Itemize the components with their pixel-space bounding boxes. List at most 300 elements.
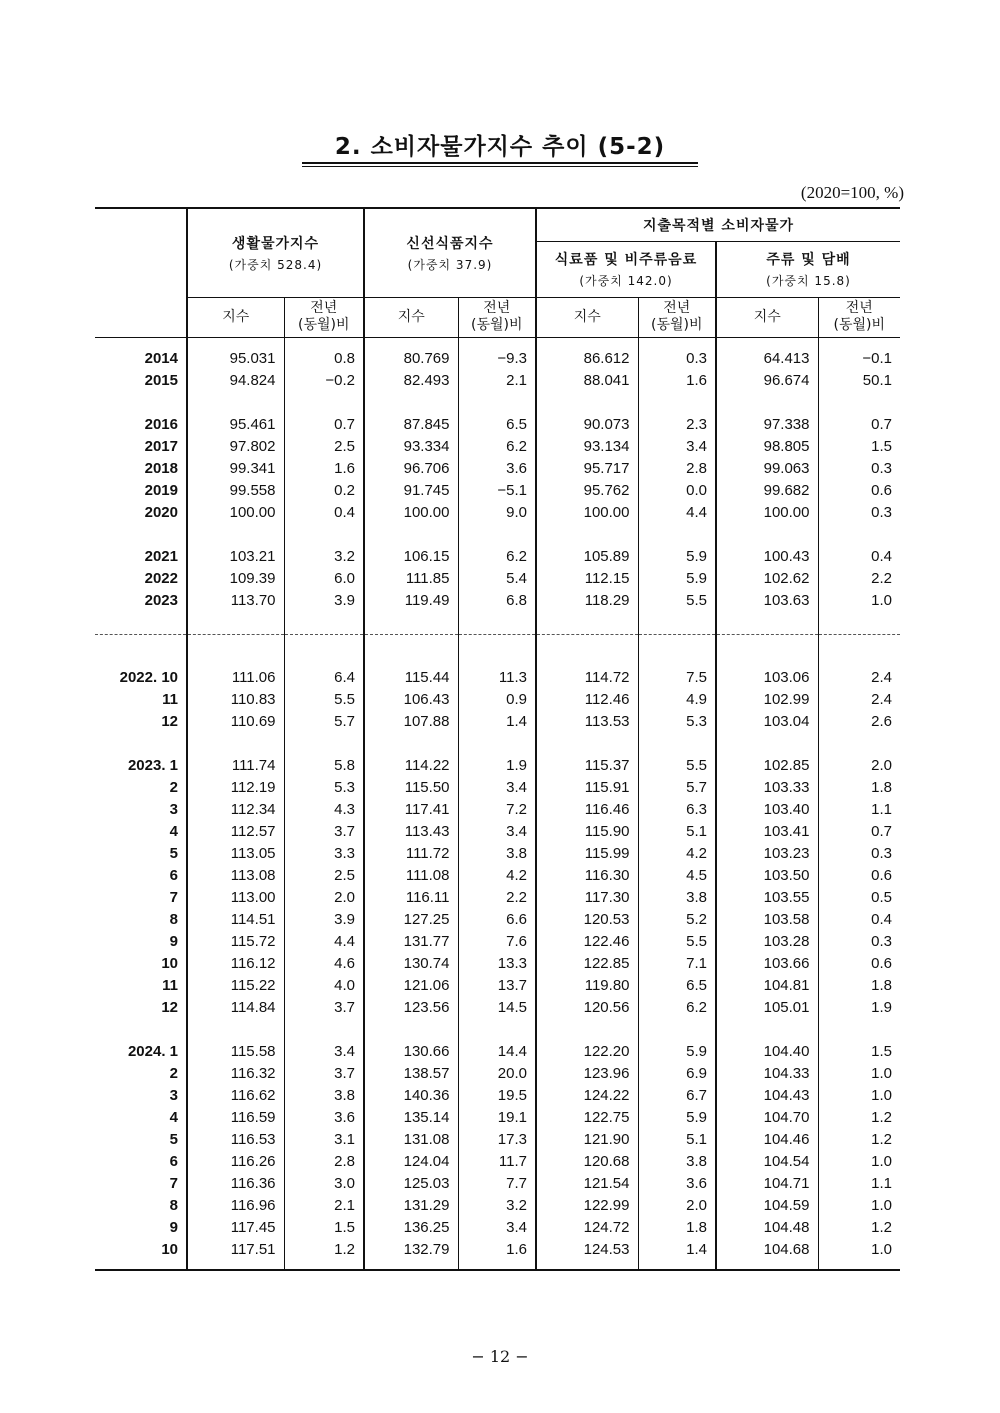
yoy-change-cell: 0.3 — [638, 348, 716, 370]
title-underline-thin — [302, 166, 698, 167]
yoy-change-cell: −0.1 — [818, 348, 900, 370]
yoy-change-cell: 7.2 — [458, 799, 536, 821]
row-label: 5 — [169, 844, 178, 862]
yoy-change-cell: 3.7 — [284, 821, 364, 843]
yoy-change-cell: 0.6 — [818, 953, 900, 975]
yoy-change-cell: 1.0 — [818, 1239, 900, 1261]
yoy-change-cell: 6.5 — [458, 414, 536, 436]
table-header — [95, 208, 900, 337]
index-cell: 113.08 — [187, 865, 284, 887]
yoy-change-cell: 0.7 — [284, 414, 364, 436]
index-cell: 138.57 — [364, 1063, 458, 1085]
yoy-change-cell: 1.2 — [818, 1107, 900, 1129]
index-cell: 96.674 — [716, 370, 818, 392]
yoy-change-cell: 14.4 — [458, 1041, 536, 1063]
page-title: 2. 소비자물가지수 추이 (5-2) — [334, 134, 666, 160]
row-label: 2018 — [144, 459, 178, 477]
index-cell: 115.91 — [536, 777, 638, 799]
yoy-change-cell: 1.0 — [818, 1063, 900, 1085]
table-row — [95, 1173, 900, 1195]
yoy-change-cell: 50.1 — [818, 370, 900, 392]
index-cell: 111.06 — [187, 667, 284, 689]
index-cell: 112.57 — [187, 821, 284, 843]
yoy-change-cell: 2.4 — [818, 689, 900, 711]
index-cell: 102.99 — [716, 689, 818, 711]
yoy-change-cell: 5.5 — [638, 755, 716, 777]
yoy-change-cell: 5.2 — [638, 909, 716, 931]
row-label-header — [95, 208, 187, 297]
table-row — [95, 777, 900, 799]
yoy-change-cell: 1.2 — [284, 1239, 364, 1261]
index-cell: 122.20 — [536, 1041, 638, 1063]
index-cell: 103.06 — [716, 667, 818, 689]
index-cell: 104.68 — [716, 1239, 818, 1261]
index-cell: 119.80 — [536, 975, 638, 997]
subheader-index: 지수 — [187, 297, 284, 337]
index-cell: 111.72 — [364, 843, 458, 865]
index-cell: 116.53 — [187, 1129, 284, 1151]
spacer-row — [95, 1019, 900, 1041]
yoy-change-cell: 13.3 — [458, 953, 536, 975]
row-label: 2024. 1 — [127, 1042, 178, 1060]
yoy-change-cell: 5.5 — [284, 689, 364, 711]
yoy-change-cell: 4.6 — [284, 953, 364, 975]
yoy-change-cell: 5.9 — [638, 568, 716, 590]
yoy-change-cell: 1.6 — [458, 1239, 536, 1261]
table-body — [95, 337, 900, 1270]
index-cell: 100.00 — [364, 502, 458, 524]
yoy-change-cell: 2.0 — [284, 887, 364, 909]
index-cell: 104.46 — [716, 1129, 818, 1151]
yoy-change-cell: 1.0 — [818, 1151, 900, 1173]
index-cell: 103.21 — [187, 546, 284, 568]
index-cell: 116.96 — [187, 1195, 284, 1217]
index-cell: 116.11 — [364, 887, 458, 909]
title-underline — [302, 162, 698, 164]
index-cell: 105.01 — [716, 997, 818, 1019]
yoy-change-cell: 0.3 — [818, 931, 900, 953]
table-row — [95, 568, 900, 590]
index-cell: 122.75 — [536, 1107, 638, 1129]
index-cell: 116.59 — [187, 1107, 284, 1129]
index-cell: 104.40 — [716, 1041, 818, 1063]
yoy-change-cell: 19.1 — [458, 1107, 536, 1129]
yoy-change-cell: 3.8 — [638, 1151, 716, 1173]
index-cell: 97.338 — [716, 414, 818, 436]
yoy-change-cell: 3.7 — [284, 1063, 364, 1085]
index-cell: 136.25 — [364, 1217, 458, 1239]
index-cell: 125.03 — [364, 1173, 458, 1195]
yoy-change-cell: 5.7 — [284, 711, 364, 733]
row-label: 4 — [169, 822, 178, 840]
yoy-change-cell: 17.3 — [458, 1129, 536, 1151]
index-cell: 103.23 — [716, 843, 818, 865]
index-cell: 117.45 — [187, 1217, 284, 1239]
yoy-change-cell: 5.7 — [638, 777, 716, 799]
yoy-change-cell: 3.4 — [284, 1041, 364, 1063]
yoy-change-cell: 9.0 — [458, 502, 536, 524]
yoy-change-cell: 6.6 — [458, 909, 536, 931]
yoy-change-cell: 0.5 — [818, 887, 900, 909]
yoy-change-cell: 5.1 — [638, 1129, 716, 1151]
yoy-change-cell: 6.0 — [284, 568, 364, 590]
yoy-change-cell: 1.0 — [818, 1085, 900, 1107]
index-cell: 103.58 — [716, 909, 818, 931]
index-cell: 88.041 — [536, 370, 638, 392]
yoy-change-cell: 1.4 — [458, 711, 536, 733]
yoy-change-cell: 0.3 — [818, 502, 900, 524]
row-label: 3 — [169, 1086, 178, 1104]
spacer-row — [95, 337, 900, 348]
index-cell: 82.493 — [364, 370, 458, 392]
index-cell: 91.745 — [364, 480, 458, 502]
row-label: 9 — [169, 932, 178, 950]
index-cell: 105.89 — [536, 546, 638, 568]
subheader-yoy: 전년 (동월)비 — [818, 297, 900, 337]
row-label: 3 — [169, 800, 178, 818]
index-cell: 113.05 — [187, 843, 284, 865]
index-cell: 97.802 — [187, 436, 284, 458]
spacer-row — [95, 1261, 900, 1270]
yoy-change-cell: 6.9 — [638, 1063, 716, 1085]
index-cell: 104.59 — [716, 1195, 818, 1217]
table-row — [95, 1085, 900, 1107]
yoy-change-cell: 0.7 — [818, 821, 900, 843]
row-label: 2023. 1 — [127, 756, 178, 774]
yoy-change-cell: 6.2 — [638, 997, 716, 1019]
index-cell: 103.63 — [716, 590, 818, 612]
index-cell: 95.461 — [187, 414, 284, 436]
index-cell: 131.29 — [364, 1195, 458, 1217]
row-label: 2019 — [144, 481, 178, 499]
index-cell: 115.37 — [536, 755, 638, 777]
yoy-change-cell: 3.1 — [284, 1129, 364, 1151]
yoy-change-cell: 7.7 — [458, 1173, 536, 1195]
yoy-change-cell: 0.7 — [818, 414, 900, 436]
table-row — [95, 799, 900, 821]
table-row — [95, 997, 900, 1019]
table-row — [95, 953, 900, 975]
index-cell: 114.84 — [187, 997, 284, 1019]
yoy-change-cell: 1.9 — [818, 997, 900, 1019]
yoy-change-cell: 1.5 — [818, 436, 900, 458]
yoy-change-cell: 0.2 — [284, 480, 364, 502]
yoy-change-cell: 5.9 — [638, 1041, 716, 1063]
yoy-change-cell: 4.9 — [638, 689, 716, 711]
yoy-change-cell: 3.2 — [284, 546, 364, 568]
yoy-change-cell: 2.0 — [638, 1195, 716, 1217]
table-row — [95, 1107, 900, 1129]
table-row — [95, 1041, 900, 1063]
yoy-change-cell: 3.6 — [458, 458, 536, 480]
yoy-change-cell: 6.7 — [638, 1085, 716, 1107]
index-cell: 93.334 — [364, 436, 458, 458]
yoy-change-cell: 7.1 — [638, 953, 716, 975]
subheader-index: 지수 — [716, 297, 818, 337]
table-row — [95, 370, 900, 392]
index-cell: 140.36 — [364, 1085, 458, 1107]
index-cell: 130.66 — [364, 1041, 458, 1063]
row-label: 7 — [169, 1174, 178, 1192]
row-label: 2015 — [144, 371, 178, 389]
yoy-change-cell: 3.6 — [638, 1173, 716, 1195]
table-row — [95, 865, 900, 887]
table-row — [95, 909, 900, 931]
index-cell: 114.51 — [187, 909, 284, 931]
table-row — [95, 1195, 900, 1217]
table-row — [95, 1217, 900, 1239]
yoy-change-cell: 3.4 — [458, 1217, 536, 1239]
yoy-change-cell: 11.7 — [458, 1151, 536, 1173]
table-row — [95, 755, 900, 777]
subheader-index: 지수 — [364, 297, 458, 337]
row-label: 2022 — [144, 569, 178, 587]
row-label: 9 — [169, 1218, 178, 1236]
yoy-change-cell: 1.0 — [818, 1195, 900, 1217]
index-cell: 111.74 — [187, 755, 284, 777]
yoy-change-cell: 2.3 — [638, 414, 716, 436]
table-row — [95, 436, 900, 458]
table-row — [95, 931, 900, 953]
index-cell: 103.28 — [716, 931, 818, 953]
index-cell: 106.43 — [364, 689, 458, 711]
index-cell: 86.612 — [536, 348, 638, 370]
yoy-change-cell: 0.8 — [284, 348, 364, 370]
table-row — [95, 590, 900, 612]
index-cell: 124.22 — [536, 1085, 638, 1107]
row-label: 2016 — [144, 415, 178, 433]
yoy-change-cell: 1.5 — [818, 1041, 900, 1063]
index-cell: 103.41 — [716, 821, 818, 843]
yoy-change-cell: 11.3 — [458, 667, 536, 689]
table-row — [95, 1151, 900, 1173]
row-label: 7 — [169, 888, 178, 906]
table-row — [95, 1239, 900, 1261]
index-cell: 96.706 — [364, 458, 458, 480]
yoy-change-cell: 0.0 — [638, 480, 716, 502]
index-cell: 99.558 — [187, 480, 284, 502]
index-cell: 107.88 — [364, 711, 458, 733]
header-fresh-food: 신선식품지수 (가중치 37.9) — [364, 208, 536, 297]
yoy-change-cell: 4.5 — [638, 865, 716, 887]
cpi-table — [95, 207, 900, 1271]
index-cell: 94.824 — [187, 370, 284, 392]
index-cell: 121.90 — [536, 1129, 638, 1151]
yoy-change-cell: 3.4 — [458, 821, 536, 843]
yoy-change-cell: 3.4 — [458, 777, 536, 799]
yoy-change-cell: 5.4 — [458, 568, 536, 590]
table-row — [95, 546, 900, 568]
index-cell: 103.55 — [716, 887, 818, 909]
index-cell: 113.70 — [187, 590, 284, 612]
yoy-change-cell: 5.8 — [284, 755, 364, 777]
table-row — [95, 667, 900, 689]
index-cell: 104.71 — [716, 1173, 818, 1195]
yoy-change-cell: 3.7 — [284, 997, 364, 1019]
row-label: 11 — [162, 976, 178, 994]
index-cell: 120.56 — [536, 997, 638, 1019]
index-cell: 103.50 — [716, 865, 818, 887]
yoy-change-cell: −5.1 — [458, 480, 536, 502]
yoy-change-cell: 2.0 — [818, 755, 900, 777]
yoy-change-cell: 0.3 — [818, 843, 900, 865]
table-row — [95, 348, 900, 370]
index-cell: 87.845 — [364, 414, 458, 436]
yoy-change-cell: 5.3 — [638, 711, 716, 733]
yoy-change-cell: 14.5 — [458, 997, 536, 1019]
yoy-change-cell: 0.3 — [818, 458, 900, 480]
yoy-change-cell: 0.4 — [818, 909, 900, 931]
index-cell: 127.25 — [364, 909, 458, 931]
row-label: 2014 — [144, 349, 178, 367]
yoy-change-cell: 2.8 — [284, 1151, 364, 1173]
index-cell: 100.00 — [716, 502, 818, 524]
yoy-change-cell: 1.2 — [818, 1217, 900, 1239]
yoy-change-cell: 1.6 — [638, 370, 716, 392]
table-row — [95, 689, 900, 711]
yoy-change-cell: 1.8 — [818, 777, 900, 799]
index-cell: 124.72 — [536, 1217, 638, 1239]
index-cell: 104.81 — [716, 975, 818, 997]
yoy-change-cell: 6.8 — [458, 590, 536, 612]
row-label: 12 — [161, 998, 178, 1016]
index-cell: 111.08 — [364, 865, 458, 887]
index-cell: 103.04 — [716, 711, 818, 733]
index-cell: 104.70 — [716, 1107, 818, 1129]
row-label-subheader — [95, 297, 187, 337]
table-row — [95, 1129, 900, 1151]
index-cell: 98.805 — [716, 436, 818, 458]
index-cell: 110.69 — [187, 711, 284, 733]
yoy-change-cell: 1.0 — [818, 590, 900, 612]
yoy-change-cell: 20.0 — [458, 1063, 536, 1085]
yoy-change-cell: 5.3 — [284, 777, 364, 799]
index-cell: 112.46 — [536, 689, 638, 711]
yoy-change-cell: 5.9 — [638, 1107, 716, 1129]
yoy-change-cell: 4.2 — [458, 865, 536, 887]
index-cell: 121.54 — [536, 1173, 638, 1195]
header-alcohol-tobacco: 주류 및 담배 (가중치 15.8) — [716, 241, 900, 297]
table-row — [95, 821, 900, 843]
yoy-change-cell: 1.9 — [458, 755, 536, 777]
index-cell: 111.85 — [364, 568, 458, 590]
header-expenditure-cpi: 지출목적별 소비자물가 — [536, 208, 900, 241]
spacer-row — [95, 634, 900, 645]
table-row — [95, 458, 900, 480]
index-cell: 80.769 — [364, 348, 458, 370]
index-cell: 93.134 — [536, 436, 638, 458]
yoy-change-cell: 3.0 — [284, 1173, 364, 1195]
yoy-change-cell: 1.8 — [818, 975, 900, 997]
yoy-change-cell: 3.8 — [458, 843, 536, 865]
yoy-change-cell: 4.4 — [284, 931, 364, 953]
index-cell: 115.72 — [187, 931, 284, 953]
yoy-change-cell: 3.9 — [284, 909, 364, 931]
yoy-change-cell: 4.3 — [284, 799, 364, 821]
index-cell: 104.48 — [716, 1217, 818, 1239]
index-cell: 117.30 — [536, 887, 638, 909]
index-cell: 116.30 — [536, 865, 638, 887]
yoy-change-cell: 2.6 — [818, 711, 900, 733]
index-cell: 115.58 — [187, 1041, 284, 1063]
index-cell: 104.33 — [716, 1063, 818, 1085]
table-row — [95, 711, 900, 733]
yoy-change-cell: 19.5 — [458, 1085, 536, 1107]
yoy-change-cell: −0.2 — [284, 370, 364, 392]
yoy-change-cell: 5.5 — [638, 931, 716, 953]
index-cell: 115.99 — [536, 843, 638, 865]
index-cell: 103.33 — [716, 777, 818, 799]
yoy-change-cell: 5.1 — [638, 821, 716, 843]
index-cell: 95.762 — [536, 480, 638, 502]
index-cell: 120.53 — [536, 909, 638, 931]
index-cell: 99.682 — [716, 480, 818, 502]
yoy-change-cell: 0.6 — [818, 480, 900, 502]
index-cell: 112.34 — [187, 799, 284, 821]
yoy-change-cell: 0.4 — [818, 546, 900, 568]
yoy-change-cell: 1.2 — [818, 1129, 900, 1151]
index-cell: 115.44 — [364, 667, 458, 689]
row-label: 2021 — [144, 547, 178, 565]
index-cell: 95.031 — [187, 348, 284, 370]
yoy-change-cell: 2.2 — [818, 568, 900, 590]
index-cell: 131.08 — [364, 1129, 458, 1151]
index-cell: 112.19 — [187, 777, 284, 799]
index-cell: 115.90 — [536, 821, 638, 843]
index-cell: 116.12 — [187, 953, 284, 975]
row-label: 6 — [169, 1152, 178, 1170]
index-cell: 113.43 — [364, 821, 458, 843]
index-cell: 109.39 — [187, 568, 284, 590]
index-cell: 132.79 — [364, 1239, 458, 1261]
index-cell: 131.77 — [364, 931, 458, 953]
row-label: 10 — [161, 1240, 178, 1258]
index-cell: 117.41 — [364, 799, 458, 821]
index-cell: 64.413 — [716, 348, 818, 370]
index-cell: 130.74 — [364, 953, 458, 975]
index-cell: 100.43 — [716, 546, 818, 568]
yoy-change-cell: 4.4 — [638, 502, 716, 524]
row-label: 10 — [161, 954, 178, 972]
index-cell: 124.53 — [536, 1239, 638, 1261]
index-cell: 103.40 — [716, 799, 818, 821]
cpi-table-container — [95, 207, 900, 1271]
index-cell: 95.717 — [536, 458, 638, 480]
spacer-row — [95, 524, 900, 546]
index-cell: 116.26 — [187, 1151, 284, 1173]
row-label: 2 — [169, 1064, 178, 1082]
yoy-change-cell: 1.6 — [284, 458, 364, 480]
yoy-change-cell: 2.5 — [284, 865, 364, 887]
row-label: 4 — [169, 1108, 178, 1126]
index-cell: 102.62 — [716, 568, 818, 590]
index-cell: 113.00 — [187, 887, 284, 909]
index-cell: 116.36 — [187, 1173, 284, 1195]
index-cell: 119.49 — [364, 590, 458, 612]
index-cell: 124.04 — [364, 1151, 458, 1173]
row-label: 2 — [169, 778, 178, 796]
yoy-change-cell: 3.8 — [284, 1085, 364, 1107]
index-cell: 123.56 — [364, 997, 458, 1019]
index-cell: 117.51 — [187, 1239, 284, 1261]
yoy-change-cell: 5.9 — [638, 546, 716, 568]
subheader-yoy: 전년 (동월)비 — [458, 297, 536, 337]
yoy-change-cell: 3.3 — [284, 843, 364, 865]
spacer-row — [95, 733, 900, 755]
row-label: 8 — [169, 1196, 178, 1214]
index-cell: 102.85 — [716, 755, 818, 777]
index-cell: 112.15 — [536, 568, 638, 590]
